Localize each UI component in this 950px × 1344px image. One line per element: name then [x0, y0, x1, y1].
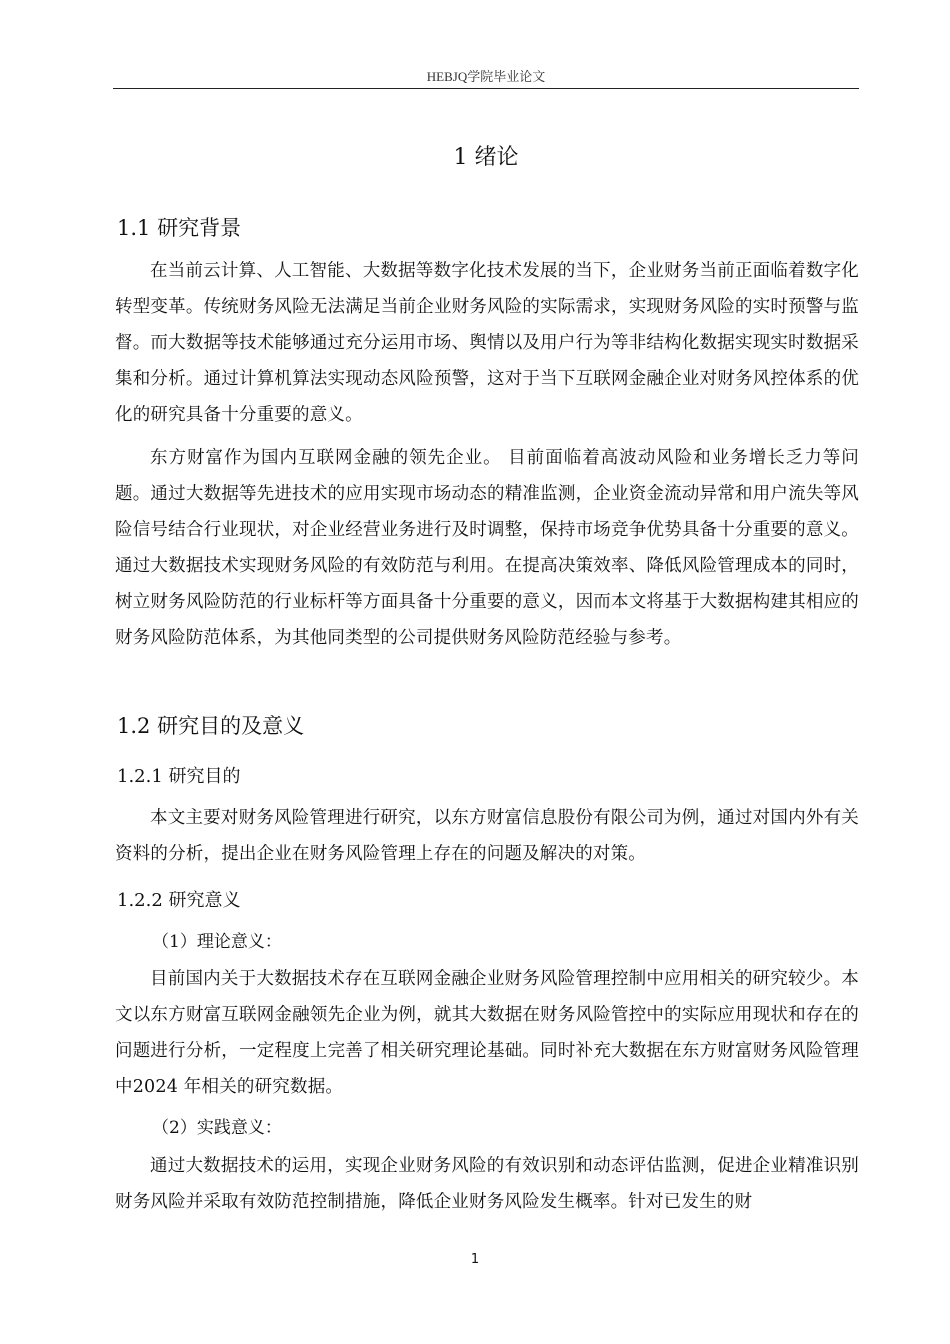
section-heading-1-1: 1.1 研究背景 — [117, 216, 242, 240]
item-practice-label: （2）实践意义： — [152, 1118, 282, 1138]
section-heading-1-2-2: 1.2.2 研究意义 — [117, 890, 241, 911]
chapter-title: 1 绪论 — [453, 145, 519, 170]
running-header: HEBJQ学院毕业论文 — [426, 69, 546, 84]
paragraph-background-1: 在当前云计算、人工智能、大数据等数字化技术发展的当下，企业财务当前正面临着数字化转型变革。传统财务风险无法满足当前企业财务风险的实际需求，实现财务风险的实时预警与监督。而大数据等技术能够通过充分运用市场、舆情以及用户行为等非结构化数据实现实时数据采集和分析。通过计算机算法实现动态风险预警，这对于当下互联网金融企业对财务风控体系的优化的研究具备十分重要的意义。 — [115, 261, 859, 425]
paragraph-purpose: 本文主要对财务风险管理进行研究，以东方财富信息股份有限公司为例，通过对国内外有关资料的分析，提出企业在财务风险管理上存在的问题及解决的对策。 — [115, 808, 859, 864]
paragraph-theory: 目前国内关于大数据技术存在互联网金融企业财务风险管理控制中应用相关的研究较少。本文以东方财富互联网金融领先企业为例，就其大数据在财务风险管控中的实际应用现状和存在的问题进行分析，一定程度上完善了相关研究理论基础。同时补充大数据在东方财富财务风险管理中2024 年相关的研究数据。 — [115, 969, 859, 1097]
section-heading-1-2-1: 1.2.1 研究目的 — [117, 766, 241, 787]
section-heading-1-2: 1.2 研究目的及意义 — [117, 714, 305, 738]
paragraph-practice: 通过大数据技术的运用，实现企业财务风险的有效识别和动态评估监测，促进企业精准识别财务风险并采取有效防范控制措施，降低企业财务风险发生概率。针对已发生的财 — [115, 1156, 859, 1212]
header-rule — [113, 88, 859, 89]
item-theory-label: （1）理论意义： — [152, 932, 282, 952]
paragraph-background-2: 东方财富作为国内互联网金融的领先企业。 目前面临着高波动风险和业务增长乏力等问题。通过大数据等先进技术的应用实现市场动态的精准监测，企业资金流动异常和用户流失等风险信号结合行业现状，对企业经营业务进行及时调整，保持市场竞争优势具备十分重要的意义。通过大数据技术实现财务风险的有效防范与利用。在提高决策效率、降低风险管理成本的同时，树立财务风险防范的行业标杆等方面具备十分重要的意义，因而本文将基于大数据构建其相应的财务风险防范体系，为其他同类型的公司提供财务风险防范经验与参考。 — [115, 448, 859, 648]
page-number: 1 — [470, 1252, 480, 1267]
